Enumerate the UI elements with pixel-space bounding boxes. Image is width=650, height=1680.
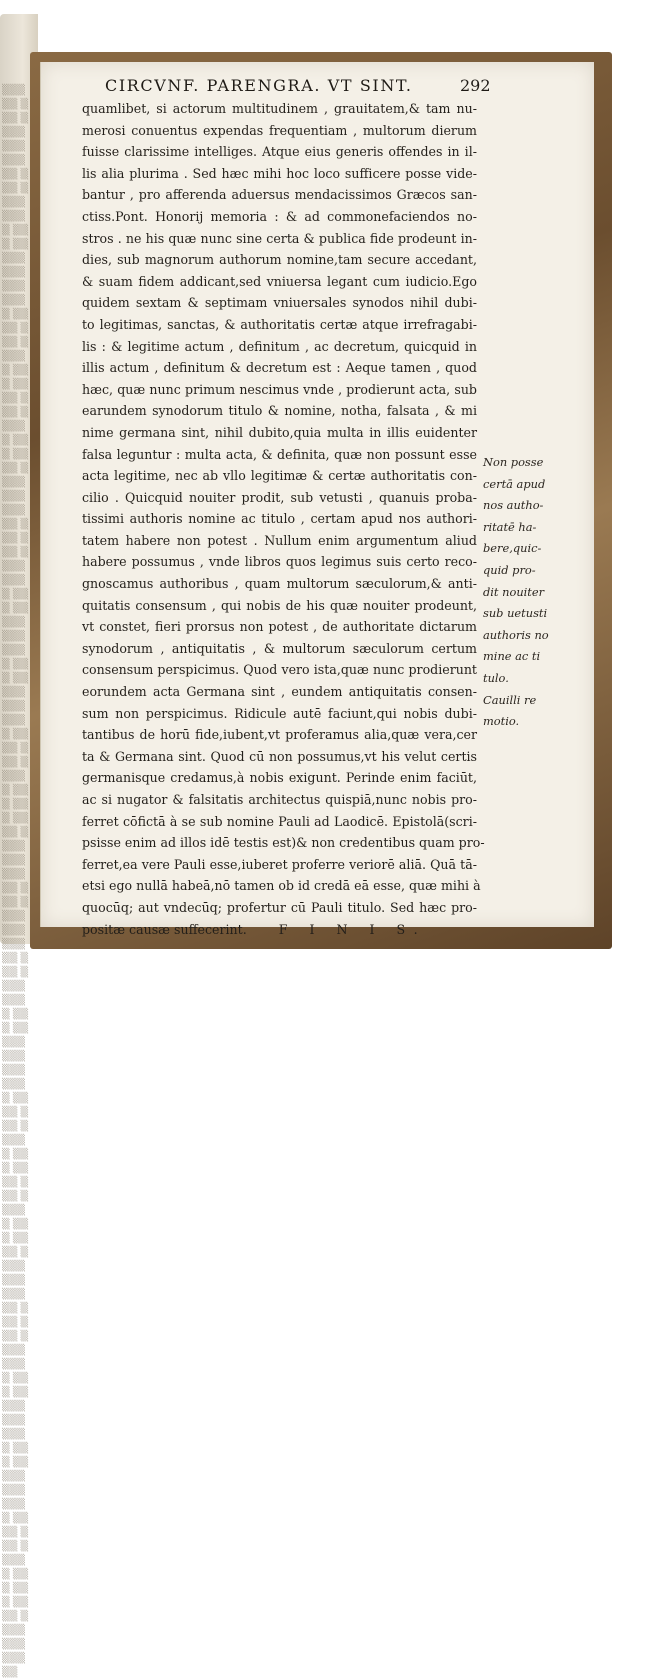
text-line [82,444,477,466]
margin-note-line: authoris no [483,627,549,642]
text-line [82,120,477,142]
text-line-content: to legitimas, sanctas, & authoritatis certæ atque irrefragabi- [82,316,477,332]
text-line-content: vt constet, fieri prorsus non potest , de authoritate dictarum [82,619,477,635]
text-line-content: psisse enim ad illos idē testis est)& non credentibus quam pro- [82,835,485,851]
text-line [82,314,477,336]
text-line-content: eorundem acta Germana sint , eundem antiquitatis consen- [82,684,477,700]
text-line-content: habere possumus , vnde libros quos legimus suis certo reco- [82,554,477,570]
text-line-content: germanisque credamus,à nobis exigunt. Perinde enim faciūt, [82,770,477,786]
text-line-content: ta & Germana sint. Quod cū non possumus,vt his velut certis [82,748,477,764]
text-line-content: stros . ne his quæ nunc sine certa & publica fide prodeunt in- [82,230,477,246]
facing-page-show-through: ▒▒▒▒▒ ▒▒▒ ▒▒▒▒ ▒▒▒ ▒▒▒▒▒ ▒▒▒ ▒▒▒▒ ▒▒▒▒ ▒▒▒ ▒▒▒▒▒ ▒▒▒ ▒▒▒ ▒▒▒▒ ▒▒▒▒ ▒▒▒ ▒▒▒▒▒ ▒▒▒ ▒▒▒▒ ▒▒▒ ▒▒▒▒▒ ▒▒▒ ▒▒▒▒ ▒▒▒▒ ▒▒▒ ▒▒▒▒▒ ▒▒▒ ▒▒▒ ▒▒▒▒ ▒▒▒▒ ▒▒▒ ▒▒▒▒▒ ▒▒▒ ▒▒▒▒ ▒▒▒ ▒▒▒▒▒ ▒▒▒ ▒▒▒▒ ▒▒▒▒ ▒▒▒ ▒▒▒▒▒ ▒▒▒ ▒▒▒ ▒▒▒▒ ▒▒▒▒ ▒▒▒ ▒▒▒▒▒ ▒▒▒ ▒▒▒▒ ▒▒▒ ▒▒▒▒▒ ▒▒▒ ▒▒▒▒ ▒▒▒▒ ▒▒▒ ▒▒▒▒▒ ▒▒▒ ▒▒▒ ▒▒▒▒ ▒▒▒▒ ▒▒▒ ▒▒▒▒▒ ▒▒▒ ▒▒▒▒ ▒▒▒ ▒▒▒▒▒ ▒▒▒ ▒▒▒▒ ▒▒▒▒ ▒▒▒ ▒▒▒▒▒ ▒▒▒ ▒▒▒ ▒▒▒▒ ▒▒▒▒ ▒▒▒ ▒▒▒▒▒ ▒▒▒ ▒▒▒▒ ▒▒▒ ▒▒▒▒▒ ▒▒▒ ▒▒▒▒ ▒▒▒▒ ▒▒▒ ▒▒▒▒▒ ▒▒▒ ▒▒▒ ▒▒▒▒ ▒▒▒▒ ▒▒▒ ▒▒▒▒▒ [2,85,29,1678]
text-line-content: hæc, quæ nunc primum nescimus vnde , prodierunt acta, sub [82,381,477,397]
margin-note-line: certā apud [483,476,546,491]
text-line-content: fuisse clarissime intelliges. Atque eius generis offendes in il- [82,144,477,160]
text-line [82,530,477,552]
text-line [82,163,477,185]
margin-note-line: motio. [483,714,520,729]
text-line [82,875,481,897]
text-line [82,811,477,833]
text-line-content: cilio . Quicquid nouiter prodit, sub vetusti , quanuis proba- [82,489,477,505]
text-line-content: gnoscamus authoribus , quam multorum sæculorum,& anti- [82,576,477,592]
text-line-content: etsi ego nullā habeā,nō tamen ob id credā eā esse, quæ mihi à [82,878,481,894]
margin-note-line: Cauilli re [483,692,537,707]
text-line [82,487,477,509]
text-line [82,357,477,379]
text-line [82,789,477,811]
text-line-content: dies, sub magnorum authorum nomine,tam secure accedant, [82,252,477,268]
text-line-content: earundem synodorum titulo & nomine, notha, falsata , & mi [82,403,477,419]
text-line [82,919,477,941]
text-line [82,422,477,444]
text-line-content: bantur , pro afferenda aduersus mendacissimos Græcos san- [82,187,477,203]
text-line [82,897,477,919]
text-line-content: tissimi authoris nomine ac titulo , certam apud nos authori- [82,511,477,527]
text-line [82,746,477,768]
text-line-content: acta legitime, nec ab vllo legitimæ & certæ authoritatis con- [82,468,477,484]
text-line-content: quocūq; aut vndecūq; profertur cū Pauli titulo. Sed hæc pro- [82,899,477,915]
text-line [82,659,477,681]
text-line [82,638,477,660]
text-line-content: ferret cōfictā à se sub nomine Pauli ad Laodicē. Epistolā(scri- [82,813,477,829]
text-line [82,595,477,617]
text-line [82,206,477,228]
text-line [82,767,477,789]
margin-note-line: ritatē ha- [483,519,537,534]
text-line [82,681,477,703]
text-line-content: ctiss.Pont. Honorij memoria : & ad commonefaciendos no- [82,208,477,224]
text-line [82,98,477,120]
text-line-content: consensum perspicimus. Quod vero ista,quæ nunc prodierunt [82,662,477,678]
text-line [82,703,477,725]
margin-note-line: Non posse [483,455,544,469]
text-line-content: tantibus de horū fide,iubent,vt proferamus alia,quæ vera,cer [82,727,477,743]
text-line [82,573,477,595]
margin-note-line: quid pro- [483,562,536,577]
running-head [105,76,525,95]
text-line [82,249,477,271]
margin-note [483,452,573,733]
finis-mark: F I N I S. [278,921,427,937]
running-title: CIRCVNF. PARENGRA. VT SINT. [105,76,413,95]
text-line-content: & suam fidem addicant,sed vniuersa legant cum iudicio.Ego [82,273,477,289]
text-line [82,228,477,250]
text-line [82,184,477,206]
body-text [82,98,485,940]
text-line-content: nime germana sint, nihil dubito,quia multa in illis euidenter [82,424,477,440]
text-line-content: illis actum , definitum & decretum est : Aeque tamen , quod [82,360,477,376]
text-line-content: lis : & legitime actum , definitum , ac decretum, quicquid in [82,338,477,354]
text-line [82,724,477,746]
text-line [82,336,477,358]
text-line-content: ferret,ea vere Pauli esse,iuberet proferre veriorē aliā. Quā tā- [82,856,477,872]
text-line [82,141,477,163]
text-line-content: positæ causæ suffecerint. [82,921,247,937]
text-line-content: quidem sextam & septimam vniuersales synodos nihil dubi- [82,295,477,311]
text-line [82,832,485,854]
text-line-content: falsa leguntur : multa acta, & definita, quæ non possunt esse [82,446,477,462]
text-line [82,508,477,530]
text-line-content: ac si nugator & falsitatis architectus quispiā,nunc nobis pro- [82,792,477,807]
margin-note-line: dit nouiter [483,584,545,599]
text-line-content: merosi conuentus expendas frequentiam , multorum dierum [82,122,477,138]
text-line [82,400,477,422]
margin-note-line: sub uetusti [483,606,548,621]
margin-note-line: tulo. [483,670,509,685]
text-line [82,292,477,314]
margin-note-line: mine ac ti [483,649,541,664]
text-line-content: lis alia plurima . Sed hæc mihi hoc loco sufficere posse vide- [82,165,477,181]
text-line-content: synodorum , antiquitatis , & multorum sæculorum certum [82,640,477,656]
text-line-content: tatem habere non potest . Nullum enim argumentum aliud [82,532,477,548]
text-line [82,465,477,487]
margin-note-line: nos autho- [483,498,544,513]
text-line [82,379,477,401]
text-line [82,271,477,293]
page-number: 292 [460,76,491,95]
margin-note-line: bere,quic- [483,541,542,556]
text-line-content: quitatis consensum , qui nobis de his quæ nouiter prodeunt, [82,597,477,613]
text-line [82,551,477,573]
text-line [82,854,477,876]
text-line [82,616,477,638]
text-line-content: quamlibet, si actorum multitudinem , grauitatem,& tam nu- [82,101,477,116]
text-line-content: sum non perspicimus. Ridicule autē faciunt,qui nobis dubi- [82,705,477,721]
